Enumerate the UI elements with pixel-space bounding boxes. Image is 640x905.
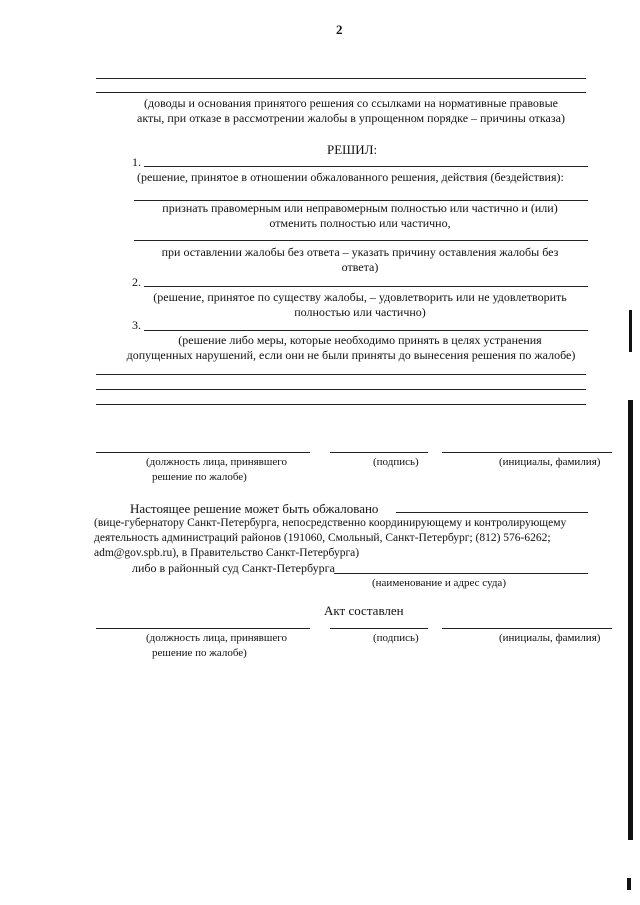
fill-line	[134, 240, 588, 241]
position-line	[96, 628, 310, 629]
name-caption: (инициалы, фамилия)	[499, 456, 601, 468]
name-caption: (инициалы, фамилия)	[499, 632, 601, 644]
fill-line	[96, 389, 586, 390]
item-1-number: 1.	[132, 155, 141, 169]
resolved-heading: РЕШИЛ:	[327, 142, 378, 157]
appeal-line-3: adm@gov.spb.ru), в Правительство Санкт-Петербурга)	[94, 547, 360, 559]
act-heading: Акт составлен	[324, 603, 404, 618]
position-caption-line-1: (должность лица, принявшего	[146, 456, 287, 468]
item-1-option1-line-2: отменить полностью или частично,	[269, 216, 451, 230]
fill-line	[96, 404, 586, 405]
fill-line	[96, 374, 586, 375]
item-3-number: 3.	[132, 318, 141, 332]
item-2-caption-line-2: полностью или частично)	[294, 305, 426, 319]
scan-edge-mark	[627, 878, 631, 890]
item-3-caption-line-1: (решение либо меры, которые необходимо принять в целях устранения	[178, 333, 542, 347]
appeal-line-1: (вице-губернатору Санкт-Петербурга, непосредственно координирующему и контролирующему	[94, 517, 567, 529]
grounds-caption-line-2: акты, при отказе в рассмотрении жалобы в упрощенном порядке – причины отказа)	[137, 111, 565, 125]
signature-caption: (подпись)	[373, 456, 419, 468]
name-line	[442, 452, 612, 453]
fill-line	[144, 330, 588, 331]
fill-line	[96, 78, 586, 79]
position-line	[96, 452, 310, 453]
fill-line	[144, 286, 588, 287]
item-1-option2-line-2: ответа)	[341, 260, 379, 274]
item-3-caption-line-2: допущенных нарушений, если они не были приняты до вынесения решения по жалобе)	[126, 348, 576, 362]
name-line	[442, 628, 612, 629]
fill-line	[396, 512, 588, 513]
page-number: 2	[336, 22, 343, 37]
fill-line	[334, 573, 588, 574]
grounds-caption-line-1: (доводы и основания принятого решения со ссылками на нормативные правовые	[144, 96, 558, 110]
scan-edge-mark	[628, 400, 633, 840]
item-1-option2-line-1: при оставлении жалобы без ответа – указать причину оставления жалобы без	[161, 245, 559, 259]
fill-line	[96, 92, 586, 93]
signature-line	[330, 628, 428, 629]
item-1-caption: (решение, принятое в отношении обжалованного решения, действия (бездействия):	[137, 170, 564, 184]
signature-caption: (подпись)	[373, 632, 419, 644]
item-2-number: 2.	[132, 275, 141, 289]
item-1-option1-line-1: признать правомерным или неправомерным полностью или частично и (или)	[162, 201, 558, 215]
scan-edge-mark	[629, 310, 632, 352]
court-caption: (наименование и адрес суда)	[372, 577, 506, 589]
position-caption-line-2: решение по жалобе)	[152, 471, 247, 483]
position-caption-line-1: (должность лица, принявшего	[146, 632, 287, 644]
appeal-intro: Настоящее решение может быть обжаловано	[130, 501, 379, 516]
item-2-caption-line-1: (решение, принятое по существу жалобы, – удовлетворить или не удовлетворить	[153, 290, 567, 304]
fill-line	[144, 166, 588, 167]
position-caption-line-2: решение по жалобе)	[152, 647, 247, 659]
appeal-line-2: деятельность администраций районов (191060, Смольный, Санкт-Петербург; (812) 576-6262;	[94, 532, 551, 544]
appeal-court: либо в районный суд Санкт-Петербурга	[132, 561, 335, 575]
signature-line	[330, 452, 428, 453]
